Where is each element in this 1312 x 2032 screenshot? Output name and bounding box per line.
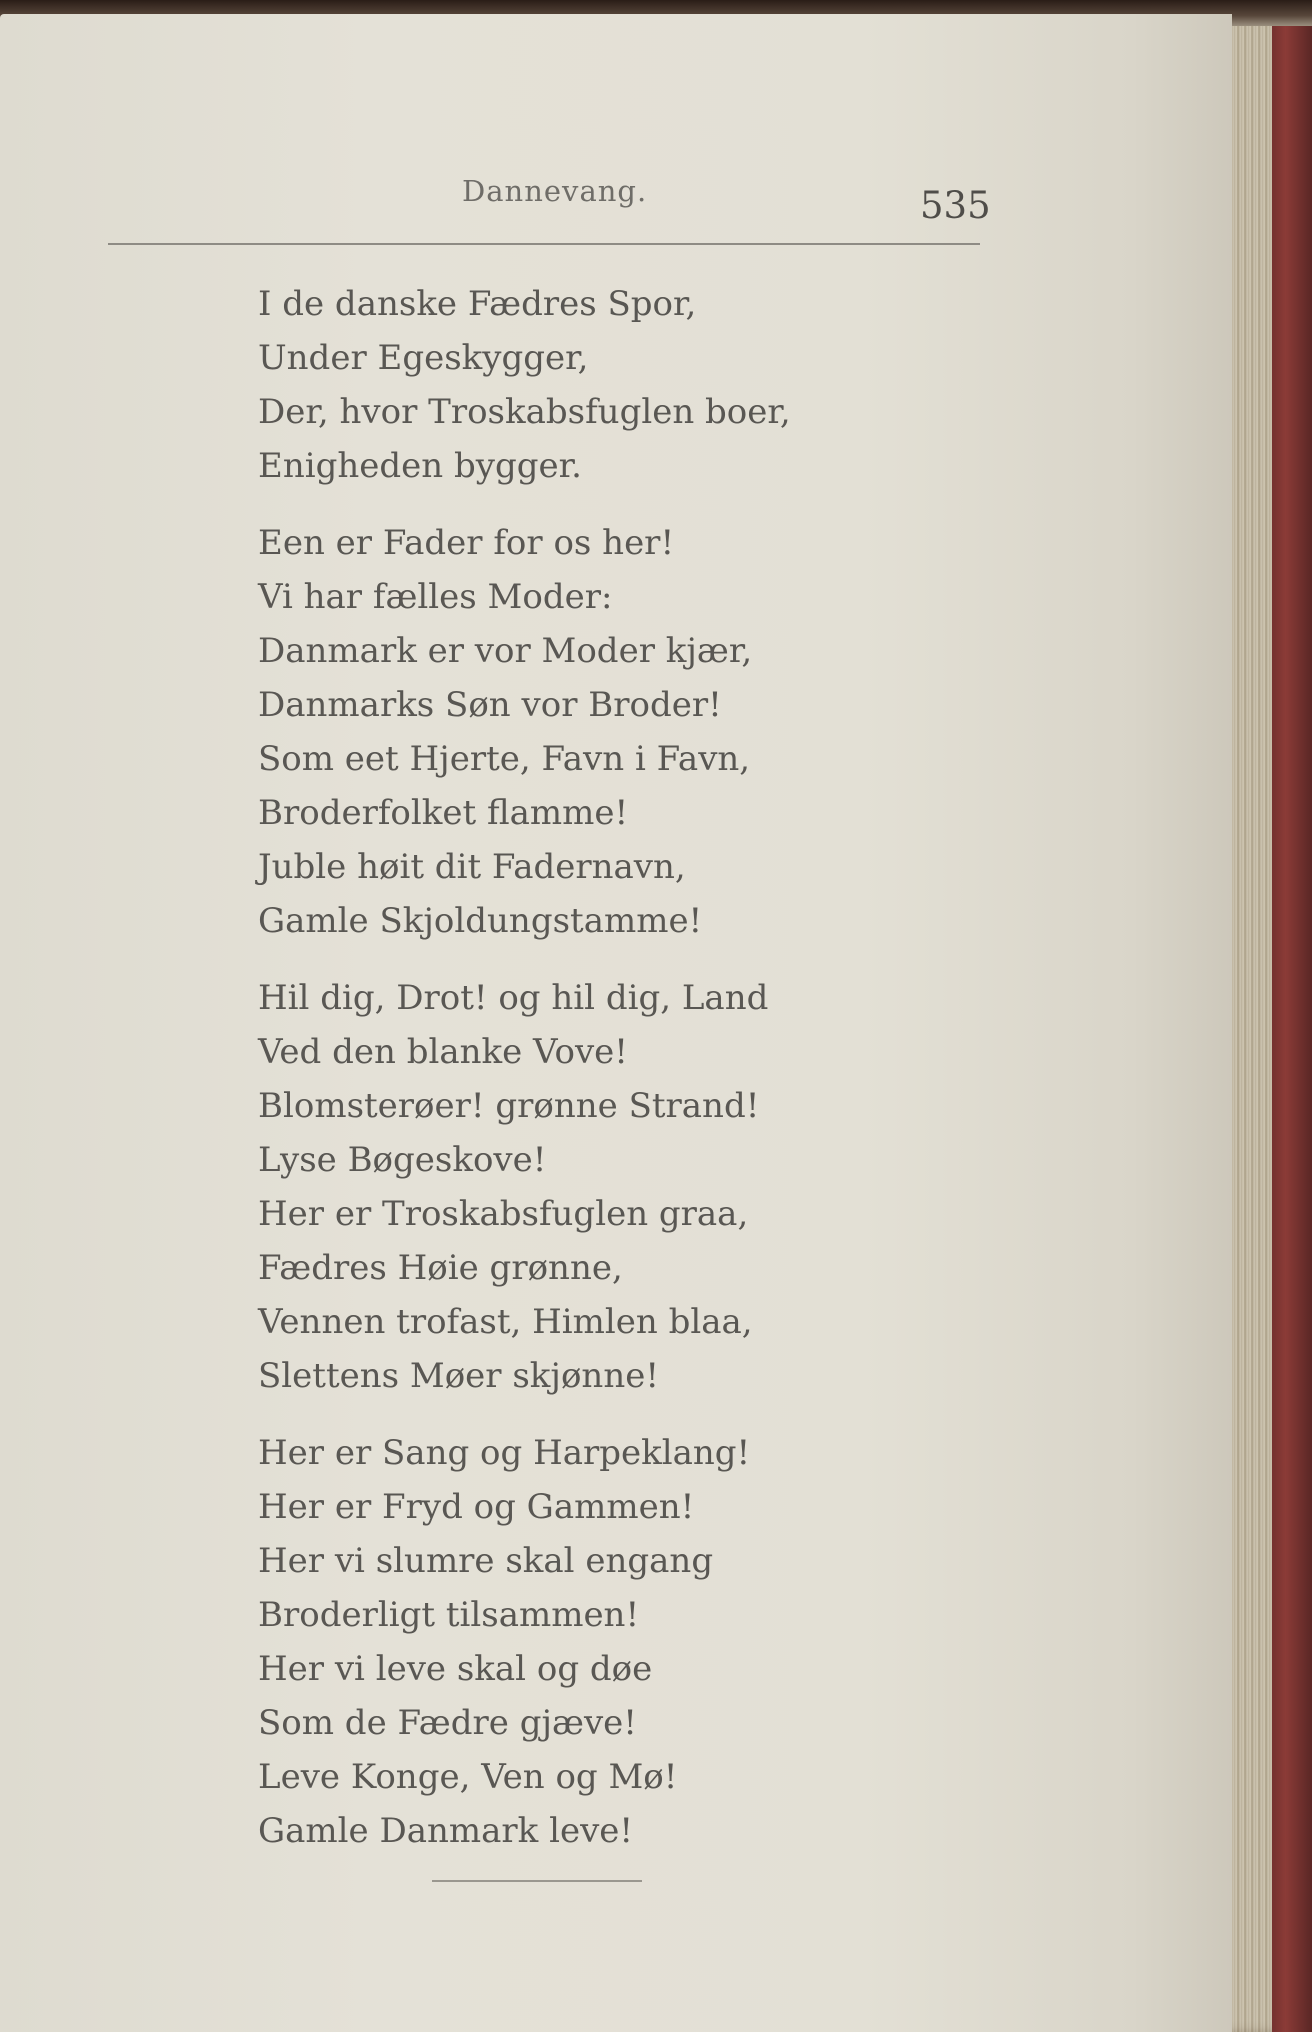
running-head-title: Dannevang. (462, 174, 648, 208)
poem-line: Broderligt tilsammen! (258, 1595, 640, 1635)
poem-line: Hil dig, Drot! og hil dig, Land (258, 978, 769, 1018)
stanza-2 (258, 516, 958, 948)
stanza-4 (258, 1426, 958, 1858)
poem-line: Her vi slumre skal engang (258, 1541, 714, 1581)
poem-line: Ved den blanke Vove! (258, 1032, 628, 1072)
poem-line: Gamle Skjoldungstamme! (258, 901, 703, 941)
poem-line: Lyse Bøgeskove! (258, 1140, 547, 1180)
poem-line: Leve Konge, Ven og Mø! (258, 1757, 678, 1797)
end-rule (432, 1880, 642, 1882)
poem-line: Broderfolket flamme! (258, 793, 629, 833)
book-binding (1268, 0, 1312, 2032)
poem-line: Vennen trofast, Himlen blaa, (258, 1302, 753, 1342)
poem-line: Som de Fædre gjæve! (258, 1703, 637, 1743)
poem (258, 277, 958, 1881)
stanza-3 (258, 971, 958, 1403)
poem-line: I de danske Fædres Spor, (258, 284, 697, 324)
poem-line: Een er Fader for os her! (258, 523, 675, 563)
poem-line: Her er Troskabsfuglen graa, (258, 1194, 749, 1234)
poem-line: Danmarks Søn vor Broder! (258, 685, 722, 725)
poem-line: Vi har fælles Moder: (258, 577, 613, 617)
poem-line: Fædres Høie grønne, (258, 1248, 623, 1288)
poem-line: Gamle Danmark leve! (258, 1811, 634, 1851)
header-rule (108, 243, 980, 245)
poem-line: Her er Fryd og Gammen! (258, 1487, 695, 1527)
poem-line: Enigheden bygger. (258, 446, 582, 486)
poem-line: Danmark er vor Moder kjær, (258, 631, 753, 671)
page-number: 535 (920, 184, 991, 227)
poem-line: Der, hvor Troskabsfuglen boer, (258, 392, 791, 432)
poem-line: Her er Sang og Harpeklang! (258, 1433, 751, 1473)
poem-line: Slettens Møer skjønne! (258, 1356, 659, 1396)
poem-line: Blomsterøer! grønne Strand! (258, 1086, 760, 1126)
poem-line: Som eet Hjerte, Favn i Favn, (258, 739, 751, 779)
stanza-1 (258, 277, 958, 493)
poem-line: Her vi leve skal og døe (258, 1649, 653, 1689)
poem-line: Juble høit dit Fadernavn, (258, 847, 686, 887)
poem-line: Under Egeskygger, (258, 338, 589, 378)
